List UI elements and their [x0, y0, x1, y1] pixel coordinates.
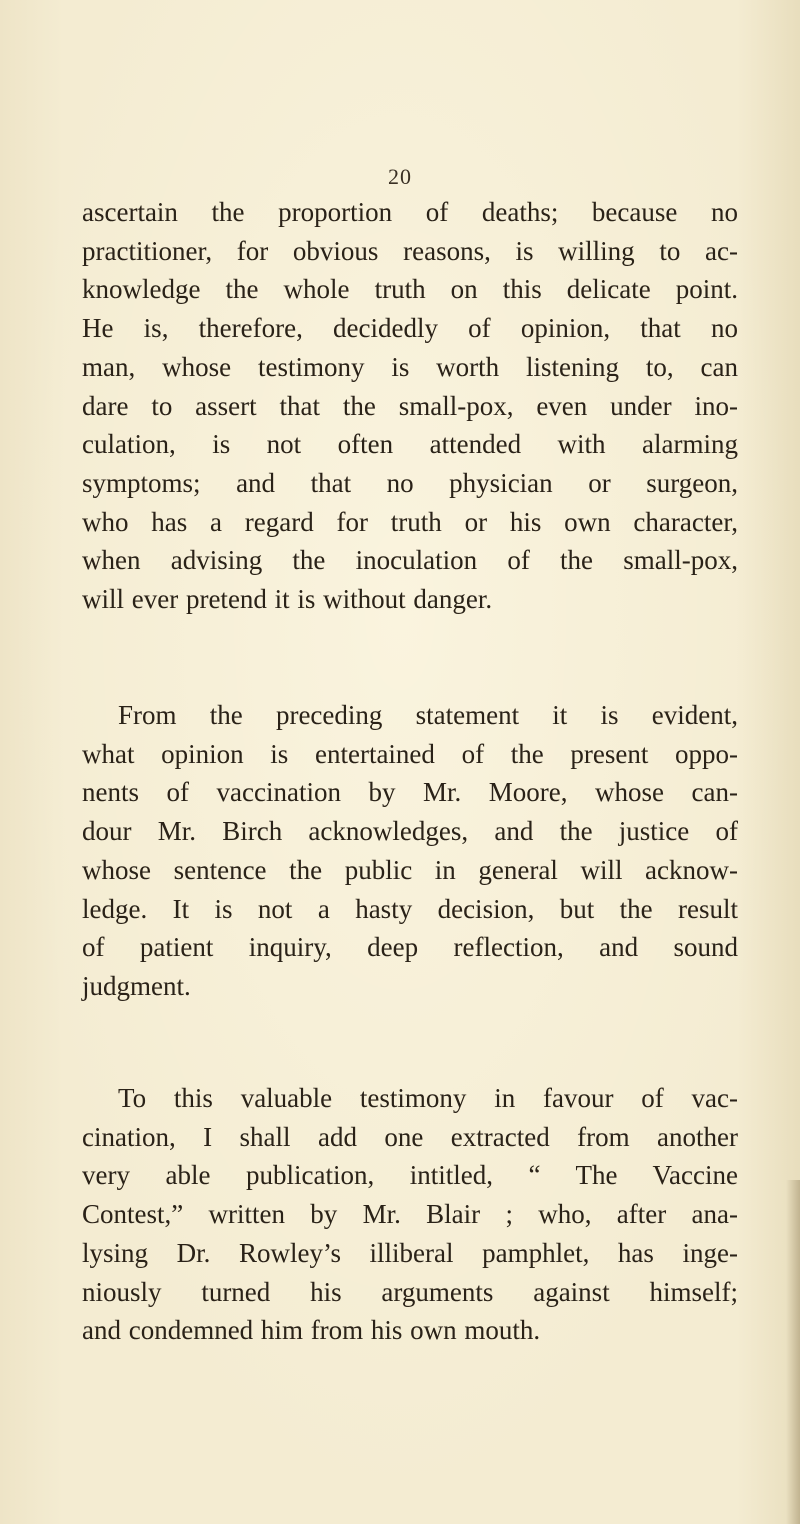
text-line: Contest,” written by Mr. Blair ; who, after ana-: [82, 1199, 738, 1230]
text-line: judgment.: [82, 970, 191, 1001]
text-line: To this valuable testimony in favour of vac-: [118, 1083, 738, 1113]
text-line: nents of vaccination by Mr. Moore, whose can-: [82, 777, 738, 808]
text-line: when advising the inoculation of the small-pox,: [82, 545, 738, 576]
text-line: who has a regard for truth or his own character,: [82, 506, 738, 537]
text-line: culation, is not often attended with alarming: [82, 429, 738, 460]
text-line: From the preceding statement it is evident,: [118, 700, 738, 730]
text-line: practitioner, for obvious reasons, is willing to ac-: [82, 235, 738, 266]
text-line: what opinion is entertained of the present oppo-: [82, 738, 738, 769]
paragraph-3: [82, 1079, 738, 1350]
page-edge-shadow: [786, 1180, 800, 1524]
text-line: man, whose testimony is worth listening to, can: [82, 351, 738, 382]
text-line: of patient inquiry, deep reflection, and sound: [82, 932, 738, 963]
page-number: 20: [388, 164, 412, 189]
text-line: He is, therefore, decidedly of opinion, that no: [82, 313, 738, 344]
text-line: ledge. It is not a hasty decision, but the result: [82, 893, 738, 924]
text-line: and condemned him from his own mouth.: [82, 1315, 541, 1346]
text-line: whose sentence the public in general will acknow-: [82, 854, 738, 885]
text-line: cination, I shall add one extracted from another: [82, 1121, 738, 1152]
text-line: knowledge the whole truth on this delicate point.: [82, 274, 738, 305]
text-line: niously turned his arguments against himself;: [82, 1276, 738, 1307]
text-line: ascertain the proportion of deaths; because no: [82, 197, 738, 227]
text-line: dare to assert that the small-pox, even under ino-: [82, 390, 738, 421]
paragraph-1: [82, 193, 738, 619]
text-line: lysing Dr. Rowley’s illiberal pamphlet, has inge-: [82, 1237, 738, 1268]
text-line: symptoms; and that no physician or surgeon,: [82, 467, 738, 498]
text-line: dour Mr. Birch acknowledges, and the justice of: [82, 816, 738, 847]
paragraph-2: [82, 696, 738, 1006]
text-line: will ever pretend it is without danger.: [82, 584, 493, 615]
text-line: very able publication, intitled, “ The Vaccine: [82, 1160, 738, 1191]
